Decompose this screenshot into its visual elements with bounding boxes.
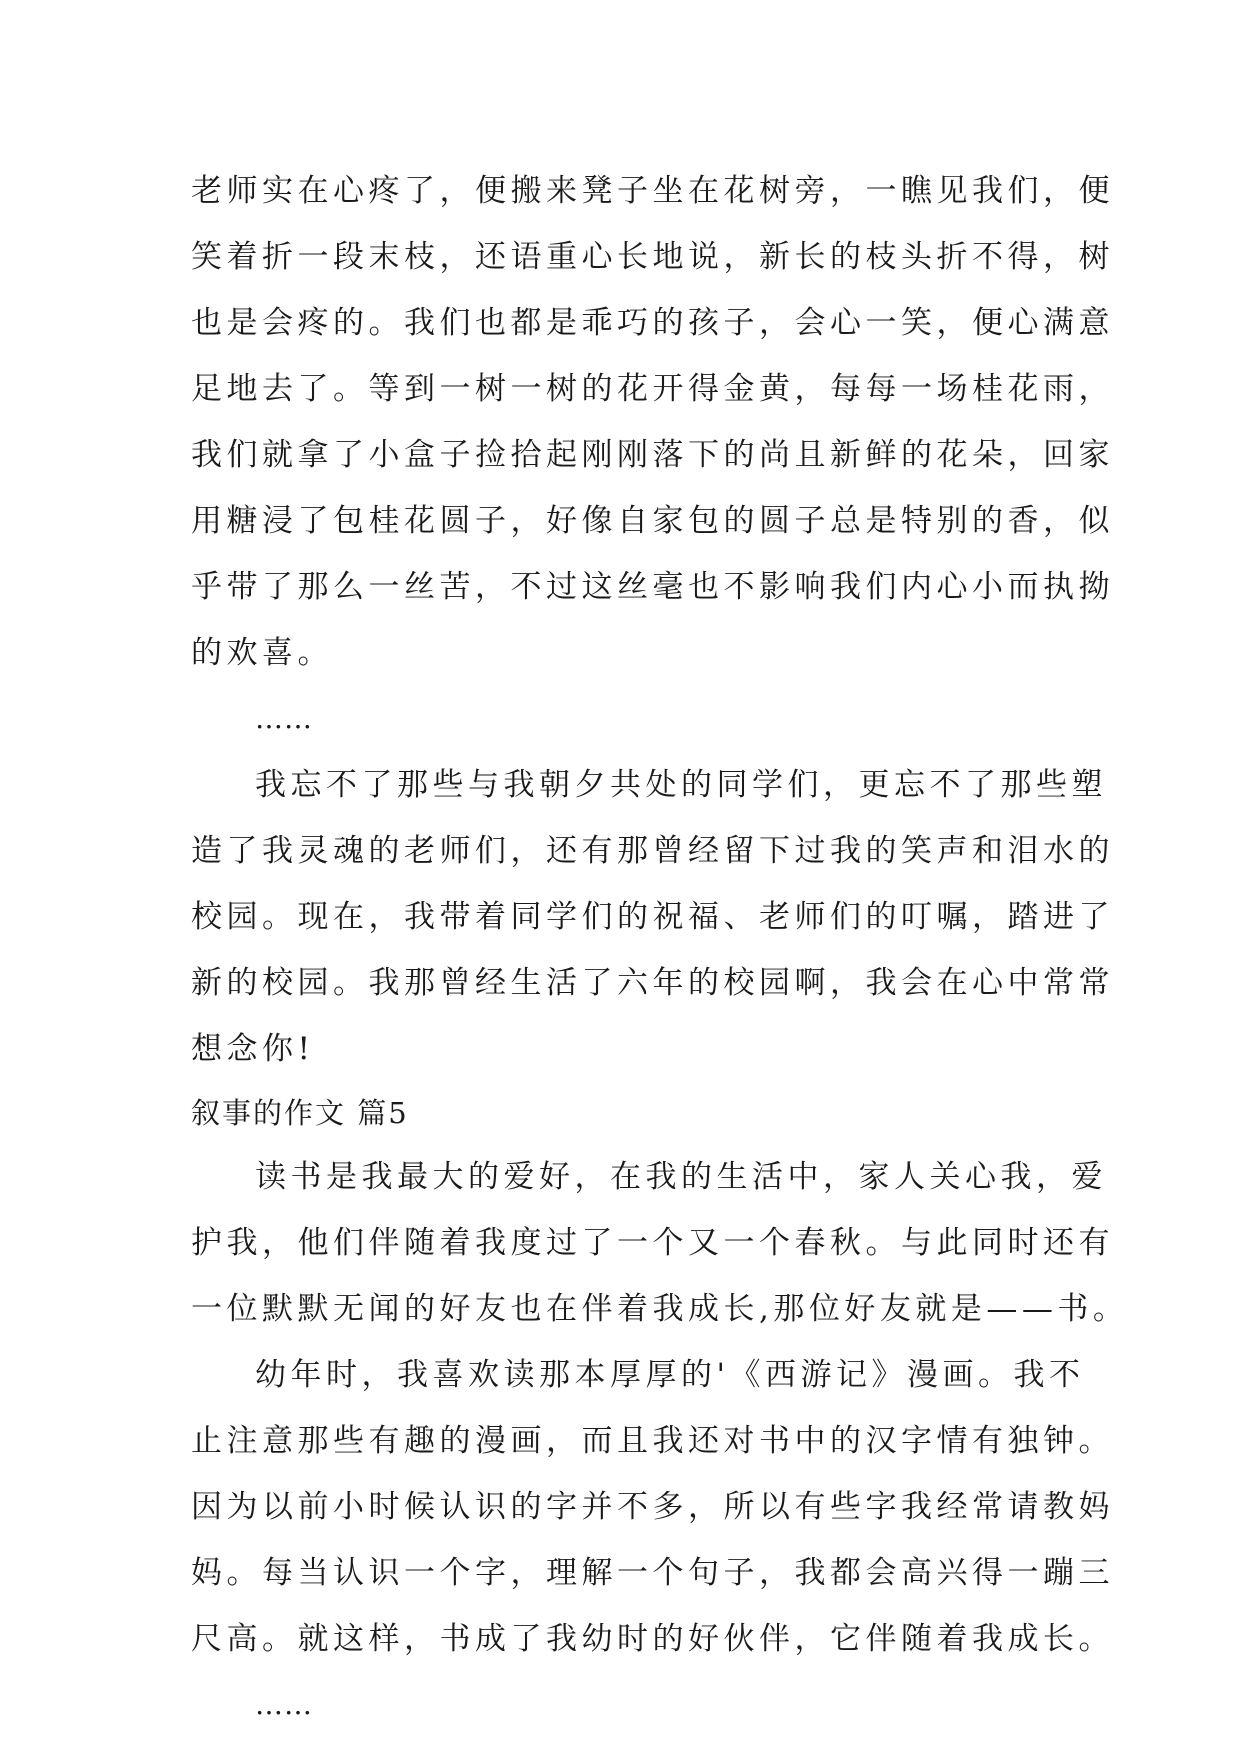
text-line: 用糖浸了包桂花圆子，好像自家包的圆子总是特别的香，似 (191, 503, 1114, 539)
text-line: 笑着折一段末枝，还语重心长地说，新长的枝头折不得，树 (191, 239, 1114, 275)
text-line: 我们就拿了小盒子捡拾起刚刚落下的尚且新鲜的花朵，回家 (191, 437, 1114, 473)
text-line: 足地去了。等到一树一树的花开得金黄，每每一场桂花雨， (191, 371, 1114, 407)
ellipsis-marker: …… (255, 702, 313, 735)
paragraph-top (191, 158, 1114, 686)
text-line: 老师实在心疼了，便搬来凳子坐在花树旁，一瞧见我们，便 (191, 173, 1114, 209)
text-line: 妈。每当认识一个字，理解一个句子，我都会高兴得一蹦三 (191, 1555, 1114, 1591)
text-line: 因为以前小时候认识的字并不多，所以有些字我经常请教妈 (191, 1489, 1114, 1525)
paragraph-memory (191, 752, 1114, 1082)
section-heading: 叙事的作文 篇5 (191, 1096, 409, 1130)
ellipsis-marker: …… (255, 1688, 313, 1721)
text-line: 读书是我最大的爱好，在我的生活中，家人关心我，爱 (255, 1159, 1107, 1195)
text-line: 造了我灵魂的老师们，还有那曾经留下过我的笑声和泪水的 (191, 833, 1114, 869)
text-line: 校园。现在，我带着同学们的祝福、老师们的叮嘱，踏进了 (191, 899, 1114, 935)
paragraph-childhood (191, 1342, 1114, 1672)
text-line: 护我，他们伴随着我度过了一个又一个春秋。与此同时还有 (191, 1225, 1114, 1261)
text-line: 的欢喜。 (191, 635, 333, 671)
text-line: 幼年时，我喜欢读那本厚厚的'《西游记》漫画。我不 (255, 1357, 1085, 1393)
text-line: 想念你! (191, 1031, 315, 1067)
text-line: 也是会疼的。我们也都是乖巧的孩子，会心一笑，便心满意 (191, 305, 1114, 341)
text-line: 我忘不了那些与我朝夕共处的同学们，更忘不了那些塑 (255, 767, 1107, 803)
text-line: 尺高。就这样，书成了我幼时的好伙伴，它伴随着我成长。 (191, 1621, 1114, 1657)
document-body (191, 158, 1129, 1738)
text-line: 一位默默无闻的好友也在伴着我成长,那位好友就是——书。 (191, 1291, 1129, 1327)
text-line: 乎带了那么一丝苦，不过这丝毫也不影响我们内心小而执拗 (191, 569, 1114, 605)
text-line: 止注意那些有趣的漫画，而且我还对书中的汉字情有独钟。 (191, 1423, 1114, 1459)
paragraph-reading (191, 1144, 1129, 1342)
text-line: 新的校园。我那曾经生活了六年的校园啊，我会在心中常常 (191, 965, 1114, 1001)
